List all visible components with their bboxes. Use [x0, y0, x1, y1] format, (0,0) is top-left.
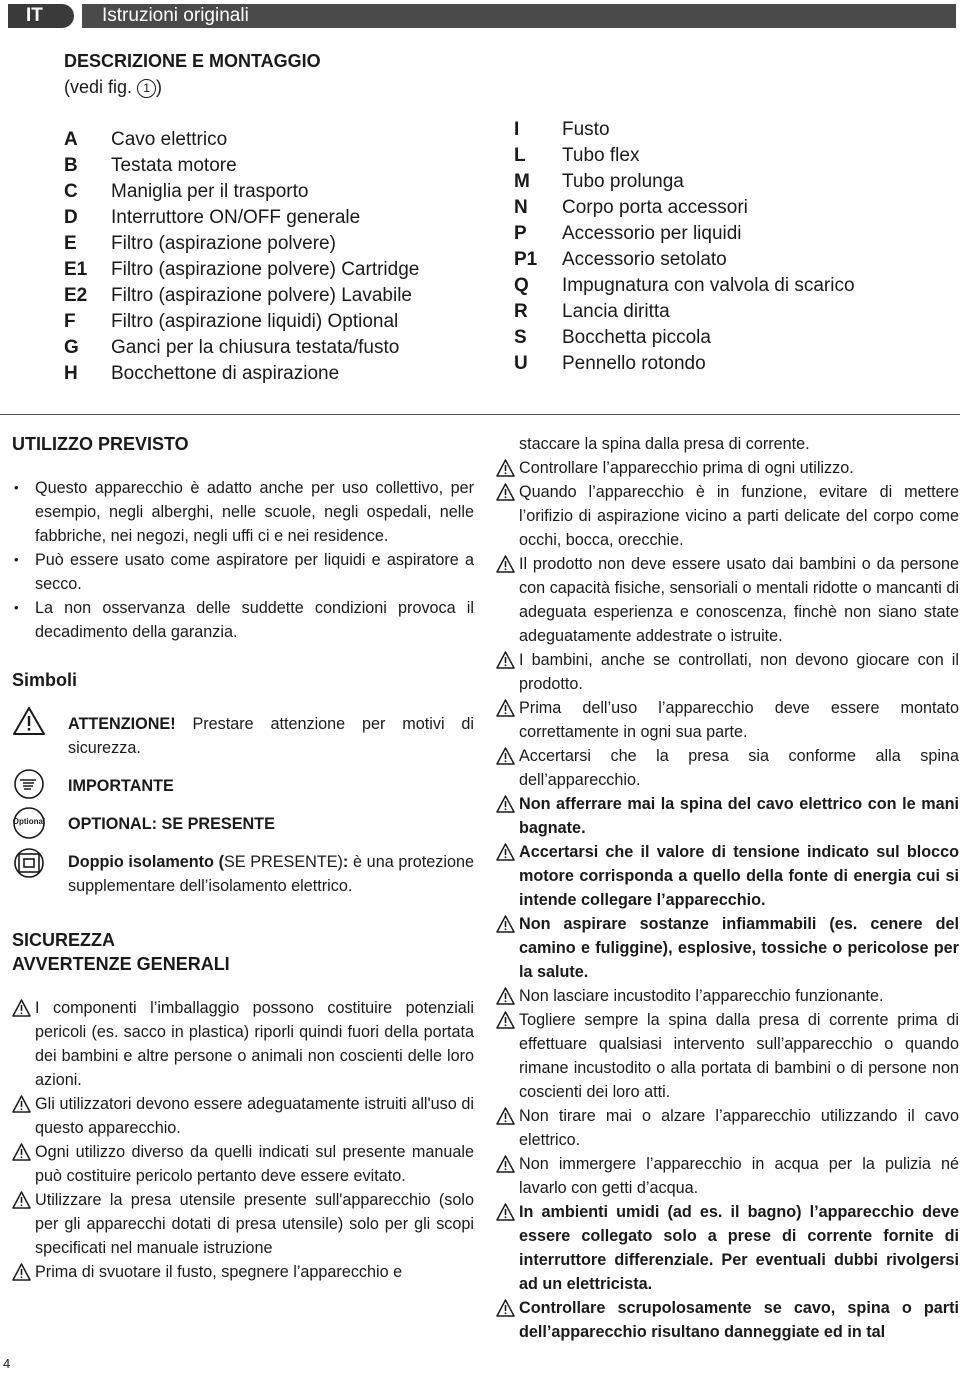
intended-use-bullet: • Può essere usato come aspiratore per liquidi e aspiratore a secco. — [12, 548, 474, 596]
intended-use-bullet: • Questo apparecchio è adatto anche per uso collettivo, per esempio, negli alberghi, nelle scuole, negli ospedali, nelle fabbriche, nei negozi, negli uffi ci e nei residence. — [12, 476, 474, 548]
warning-item: Non tirare mai o alzare l’apparecchio utilizzando il cavo elettrico. — [496, 1104, 959, 1152]
warning-item: Controllare l’apparecchio prima di ogni utilizzo. — [496, 456, 959, 480]
warning-item: Prima dell’uso l’apparecchio deve essere montato correttamente in ogni sua parte. — [496, 696, 959, 744]
symbol-important: IMPORTANTE — [12, 774, 474, 798]
warning-item: Accertarsi che il valore di tensione indicato sul blocco motore corrisponda a quello della fonte di energia cui si intende collegare l’apparecchio. — [496, 840, 959, 912]
warning-triangle-icon — [496, 651, 515, 669]
warning-triangle-icon — [496, 987, 515, 1005]
warning-triangle-icon — [12, 1191, 31, 1209]
warning-triangle-icon — [496, 1155, 515, 1173]
warning-triangle-icon — [12, 1263, 31, 1281]
warning-item: I bambini, anche se controllati, non devono giocare con il prodotto. — [496, 648, 959, 696]
warning-item: I componenti l’imballaggio possono costituire potenziali pericoli (es. sacco in plastica) riporli quindi fuori della portata dei bambini e altre persone o animali non coscienti delle loro azioni. — [12, 996, 474, 1092]
warning-triangle-icon — [496, 1107, 515, 1125]
symbols-title: Simboli — [12, 670, 78, 690]
warning-triangle-icon — [496, 699, 515, 717]
warning-item: Non aspirare sostanze infiammabili (es. cenere del camino e fuliggine), esplosive, tossiche o pericolose per la salute. — [496, 912, 959, 984]
warning-triangle-icon — [12, 1095, 31, 1113]
warning-triangle-icon — [496, 1203, 515, 1221]
warning-item: Prima di svuotare il fusto, spegnere l’apparecchio e — [12, 1260, 474, 1284]
warning-triangle-icon — [12, 1143, 31, 1161]
symbol-attention: ATTENZIONE! Prestare attenzione per motivi di sicurezza. — [12, 712, 474, 760]
warning-item: Non afferrare mai la spina del cavo elettrico con le mani bagnate. — [496, 792, 959, 840]
warning-item: In ambienti umidi (ad es. il bagno) l’apparecchio deve essere collegato solo a prese di corrente fornite di interruttore differenziale. Per eventuali dubbi rivolgersi ad un elettricista. — [496, 1200, 959, 1296]
warning-triangle-icon — [496, 1011, 515, 1029]
header-bar — [8, 4, 956, 28]
right-column — [496, 432, 959, 1344]
warning-item: Togliere sempre la spina dalla presa di corrente prima di effettuare qualsiasi intervento sull’apparecchio o quando rimane incustodito o alla portata di bambini o di persone non coscienti dei loro atti. — [496, 1008, 959, 1104]
intended-use-title: UTILIZZO PREVISTO — [12, 434, 189, 454]
warning-triangle-icon — [496, 1299, 515, 1317]
language-tab: IT — [8, 4, 74, 28]
warning-item: Il prodotto non deve essere usato dai bambini o da persone con capacità fisiche, sensoriali o mentali ridotte o mancanti di adeguata esperienza e conoscenza, finchè non siano state adeguatamente addestrate o istruite. — [496, 552, 959, 648]
warning-triangle-icon — [496, 843, 515, 861]
warning-triangle-icon — [496, 459, 515, 477]
warning-item: Utilizzare la presa utensile presente sull'apparecchio (solo per gli apparecchi dotati di presa utensile) solo per gli scopi specificati nel manuale istruzione — [12, 1188, 474, 1260]
safety-title: SICUREZZA — [12, 930, 115, 950]
symbol-optional: Optional OPTIONAL: SE PRESENTE — [12, 812, 474, 836]
symbol-double-insulation: Doppio isolamento (SE PRESENTE): è una protezione supplementare dell’isolamento elettrico. — [12, 850, 474, 898]
warning-item: Non immergere l’apparecchio in acqua per la pulizia né lavarlo con getti d’acqua. — [496, 1152, 959, 1200]
pointing-hand-icon — [12, 769, 46, 806]
warning-continuation: staccare la spina dalla presa di corrente. — [519, 435, 810, 453]
description-heading — [64, 48, 321, 100]
warning-item: Quando l’apparecchio è in funzione, evitare di mettere l’orifizio di aspirazione vicino a parti delicate del corpo come occhi, bocca, orecchie. — [496, 480, 959, 552]
double-insulation-icon — [12, 848, 46, 885]
optional-badge-icon: Optional — [12, 807, 46, 846]
right-warnings-list — [496, 456, 959, 1344]
warning-triangle-icon — [496, 483, 515, 501]
description-subtitle: (vedi fig. 1 ) — [64, 77, 163, 97]
warning-triangle-icon — [12, 706, 46, 743]
warning-triangle-icon — [12, 999, 31, 1017]
warning-triangle-icon — [496, 747, 515, 765]
intended-use-bullet: • La non osservanza delle suddette condizioni provoca il decadimento della garanzia. — [12, 596, 474, 644]
warning-triangle-icon — [496, 555, 515, 573]
general-warnings-title: AVVERTENZE GENERALI — [12, 954, 230, 974]
description-title: DESCRIZIONE E MONTAGGIO — [64, 51, 321, 71]
section-divider — [0, 414, 960, 415]
warning-item: Non lasciare incustodito l’apparecchio funzionante. — [496, 984, 959, 1008]
warning-triangle-icon — [496, 795, 515, 813]
warning-item: Ogni utilizzo diverso da quelli indicati sul presente manuale può costituire pericolo pertanto deve essere evitato. — [12, 1140, 474, 1188]
warning-item: Gli utilizzatori devono essere adeguatamente istruiti all'uso di questo apparecchio. — [12, 1092, 474, 1140]
header-title: Istruzioni originali — [82, 4, 956, 28]
warning-item: Controllare scrupolosamente se cavo, spina o parti dell’apparecchio risultano danneggiate ed in tal — [496, 1296, 959, 1344]
warning-item: Accertarsi che la presa sia conforme alla spina dell’apparecchio. — [496, 744, 959, 792]
figure-number-badge: 1 — [137, 79, 156, 98]
warning-triangle-icon — [496, 915, 515, 933]
left-column — [12, 432, 474, 1284]
page-number: 4 — [3, 1356, 11, 1371]
